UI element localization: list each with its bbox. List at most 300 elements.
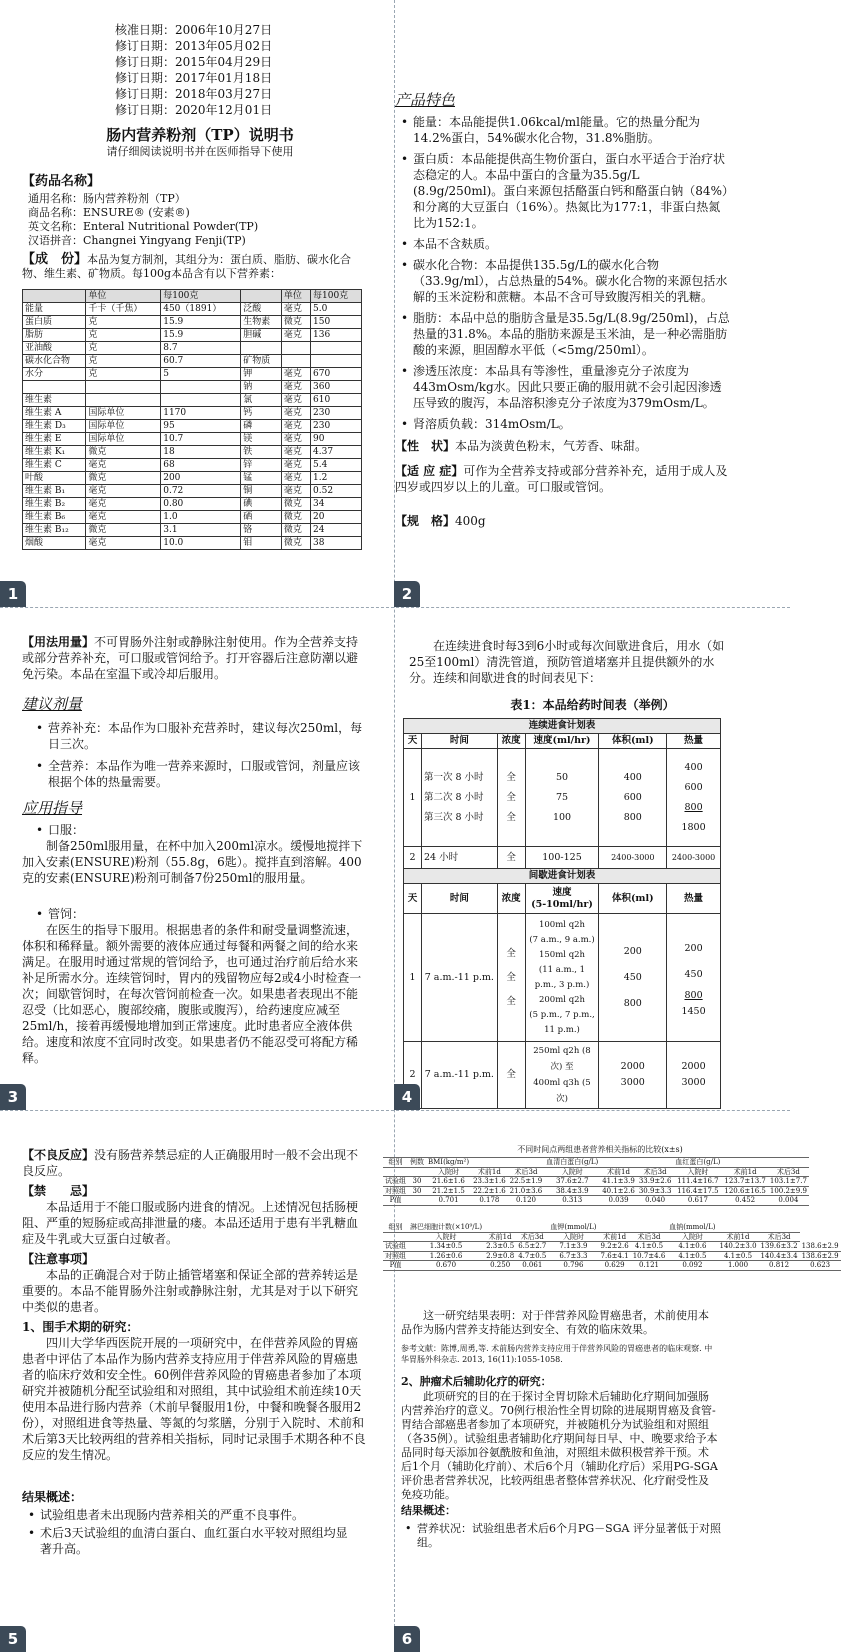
table-cell: 230 [311, 420, 362, 433]
table-cell: 41.1±3.9 [602, 1177, 635, 1185]
table-cell: 脂肪 [23, 329, 86, 342]
table-cell: 1.34±0.5 [408, 1242, 484, 1252]
day-cell: 2 [404, 847, 422, 869]
table-cell: 国际单位 [86, 420, 161, 433]
table-cell [311, 342, 362, 355]
time-cell: 7 a.m.-11 p.m. [421, 914, 497, 1042]
study2-result: • 营养状况：试验组患者术后6个月PG－SGA 评分显著低于对照组。 [405, 1522, 723, 1550]
table-cell: 116.4±17.5 [673, 1186, 722, 1196]
table-cell: 0.670 [408, 1261, 484, 1271]
volume-cell [599, 749, 667, 847]
drug-name-heading: 【药品名称】 [22, 174, 101, 189]
appearance-label: 【性 状】 [395, 439, 456, 453]
table-cell: 450（1891） [161, 303, 241, 316]
table-cell: 毫克 [281, 407, 310, 420]
table-cell: 叶酸 [23, 472, 86, 485]
volume-cell: 2400-3000 [599, 847, 667, 869]
study1-result: • 术后3天试验组的血清白蛋白、血红蛋白水平较对照组均显著升高。 [28, 1525, 358, 1557]
table-cell: 千卡（千焦） [86, 303, 161, 316]
table-cell: 20 [311, 511, 362, 524]
table-header-row [383, 1232, 841, 1242]
guidance-heading: 应用指导 [22, 799, 83, 817]
table-cell: 碘 [241, 498, 282, 511]
table-row [383, 1186, 809, 1196]
spec-text: 400g [455, 514, 486, 528]
rate-value: (5 p.m., 7 p.m., 11 p.m.) [529, 1009, 595, 1035]
table-cell: 维生素 B₁₂ [23, 524, 86, 537]
schedule-table-title: 表1：本品给药时间表（举例） [510, 698, 675, 712]
table-row [23, 368, 362, 381]
table-cell: 微克 [86, 472, 161, 485]
usage-label: 【用法用量】 [22, 635, 95, 649]
kcal-cell [667, 749, 721, 847]
table-cell: 0.040 [637, 1196, 674, 1206]
table-row [23, 407, 362, 420]
table-cell: 克 [86, 316, 161, 329]
table-cell: 钾 [241, 368, 282, 381]
table-cell: 136 [311, 329, 362, 342]
table-cell: 1.26±0.6 [408, 1251, 484, 1261]
table-cell: 10.0 [161, 537, 241, 550]
kcal-value: 3000 [681, 1077, 706, 1088]
header-cell: 术前1d [471, 1167, 508, 1177]
header-cell [637, 1158, 674, 1168]
rate-value: 75 [555, 791, 569, 803]
comparison-table-2 [383, 1223, 841, 1271]
rate-value: 250ml q2h (8次) 至 [533, 1046, 591, 1072]
volume-value: 400 [623, 771, 642, 783]
time-cell: 24 小时 [421, 847, 497, 869]
appearance-row [395, 438, 735, 454]
adverse-text: 没有肠营养禁忌症的人正确服用时一般不会出现不良反应。 [22, 1148, 359, 1178]
spec-row [395, 513, 486, 529]
page-panel-6 [385, 1111, 839, 1652]
rate-value: (11 a.m., 1 p.m., 3 p.m.) [534, 964, 590, 990]
header-cell [717, 1223, 758, 1232]
panel-number: 4 [394, 1084, 420, 1110]
day-cell: 2 [404, 1042, 422, 1109]
table-cell: 4.37 [311, 446, 362, 459]
table-cell: 68 [161, 459, 241, 472]
table-cell [241, 342, 282, 355]
table-cell: 维生素 [23, 394, 86, 407]
header-cell: 例数 [410, 1158, 424, 1166]
table-cell: 毫克 [281, 485, 310, 498]
table-cell: 7.6±4.1 [600, 1251, 629, 1260]
table-cell: 0.796 [548, 1261, 598, 1271]
table-cell: 微克 [281, 498, 310, 511]
conc-cell: 全 [497, 1042, 525, 1109]
dosage-full: • 全营养：本品作为唯一营养来源时，口服或管饲，剂量应该根据个体的热量需要。 [36, 758, 366, 790]
kcal-cell: 2400-3000 [667, 847, 721, 869]
table-cell: 8.7 [161, 342, 241, 355]
panel-number: 5 [0, 1626, 26, 1652]
table-cell: 毫克 [281, 446, 310, 459]
table-cell: 21.6±1.6 [426, 1177, 471, 1187]
table-cell [23, 381, 86, 394]
table-cell: 对照组 [385, 1186, 406, 1195]
volume-cell [599, 914, 667, 1042]
table-cell: 0.623 [800, 1261, 841, 1271]
table-row [23, 394, 362, 407]
table-cell: 0.178 [471, 1196, 508, 1206]
schedule-intro: 在连续进食时每3到6小时或每次间歇进食后，用水（如25至100ml）清洗管道，预防管道堵塞并且提供额外的水分。连续和间歇进食的时间表见下： [409, 639, 725, 685]
intermittent-table-title: 间歇进食计划表 [404, 869, 721, 884]
study2-text: 此项研究的目的在于探讨全胃切除术后辅助化疗期间加强肠内营养治疗的意义。70例行根治性全胃切除的进展期胃癌及食管-胃结合部癌患者参加了本项研究，并被随机分为试验组和对照组（各35例）。试验组患者辅助化疗期间每日早、中、晚要求给予本品同时每天添加谷氨酰胺和鱼油，对照组未做积极营养干预。术后1个月（辅助化疗前）、术后6个月（辅助化疗后）采用PG-SGA评价患者营养状况，比较两组患者整体营养状况、化疗耐受性及免疫功能。 [401, 1390, 718, 1501]
table-cell: 230 [311, 407, 362, 420]
table-row [23, 355, 362, 368]
continuous-schedule-table [403, 718, 721, 1109]
time-value: 第三次 8 小时 [423, 811, 484, 823]
table-row [23, 537, 362, 550]
table-cell [408, 1196, 426, 1206]
table-cell: P值 [383, 1196, 408, 1206]
header-cell: 组别 [383, 1223, 408, 1232]
volume-value: 2000 [620, 1061, 645, 1072]
table-cell: 18 [161, 446, 241, 459]
header-cell [23, 290, 86, 303]
header-cell: 术前1d [722, 1167, 768, 1177]
date-line: 修订日期：2020年12月01日 [115, 103, 273, 117]
header-cell [484, 1223, 516, 1232]
date-line: 修订日期：2018年03月27日 [115, 87, 273, 101]
table-cell: 4.7±0.5 [518, 1251, 547, 1260]
tube-text: 在医生的指导下服用。根据患者的条件和耐受量调整流速，体积和稀释量。额外需要的液体应通过每餐和两餐之间的给水来满足。在服用时通过常规的管饲给予，也可通过治疗前后给水来补足所需水分。连续管饲时，胃内的残留物应每2或4小时检查一次；间歇管饲时，在每次管饲前检查一次。如果患者表现出不能忍受（比如恶心，腹部绞痛，腹胀或腹泻），给药速度应减至25ml/h，接着再缓慢地增加到正常速度。此时患者应全液体供给。速度和浓度不宜同时改变。如果患者仍不能忍受可将配方稀释。 [22, 923, 362, 1065]
table-cell: 34 [311, 498, 362, 511]
col-header: 浓度 [497, 734, 525, 749]
table-cell: 5.0 [311, 303, 362, 316]
table-cell: 0.121 [631, 1261, 668, 1271]
table-cell: 0.313 [544, 1196, 600, 1206]
header-cell: 术前1d [717, 1232, 758, 1242]
table-cell: 泛酸 [241, 303, 282, 316]
table-cell: 38.4±3.9 [544, 1186, 600, 1196]
comparison-table-title: 不同时间点两组患者营养相关指标的比较(x±s) [517, 1145, 683, 1154]
conc-cell: 全 [497, 847, 525, 869]
page-panel-2 [395, 0, 790, 607]
day-cell: 1 [404, 749, 422, 847]
usage-text: 不可胃肠外注射或静脉注射使用。作为全营养支持或部分营养补充，可口服或管饲给予。打开容器后注意防潮以避免污染。本品在室温下或冷却后服用。 [22, 635, 359, 681]
table-header-row [383, 1223, 841, 1232]
study1-title: 1、围手术期的研究： [22, 1320, 139, 1334]
volume-value: 3000 [620, 1077, 645, 1088]
table-cell: 毫克 [281, 368, 310, 381]
table-cell: 6.5±2.7 [518, 1242, 547, 1250]
table-cell: 360 [311, 381, 362, 394]
table-cell: 1.2 [311, 472, 362, 485]
precautions-label: 【注意事项】 [22, 1252, 95, 1266]
page-panel-1 [0, 0, 394, 607]
table-cell: 钠 [241, 381, 282, 394]
name-line: 英文名称：Enteral Nutritional Powder(TP) [28, 220, 259, 233]
table-cell: 硒 [241, 511, 282, 524]
table-cell: 亚油酸 [23, 342, 86, 355]
table-cell: 0.52 [311, 485, 362, 498]
rate-value: 200ml q2h [538, 994, 586, 1005]
header-cell: 术前1d [599, 1232, 631, 1242]
study1-conclusion: 这一研究结果表明：对于伴营养风险胃癌患者，术前使用本品作为肠内营养支持能达到安全、有效的临床效果。 [401, 1309, 709, 1336]
panel-number: 6 [394, 1626, 420, 1652]
table-cell: 对照组 [385, 1251, 406, 1260]
col-header: 速度 (5-10ml/hr) [525, 884, 599, 914]
table-cell: 100.2±9.9 [769, 1186, 807, 1195]
table-cell: 维生素 A [23, 407, 86, 420]
drug-names [28, 192, 258, 248]
table-cell: 铜 [241, 485, 282, 498]
table-header-row [23, 290, 362, 303]
table-cell [281, 355, 310, 368]
continuous-table-title: 连续进食计划表 [404, 719, 721, 734]
table-cell: 毫克 [86, 498, 161, 511]
table-cell: 4.1±0.5 [717, 1251, 758, 1261]
table-cell: 7.1±3.9 [548, 1242, 598, 1252]
table-cell: 1.000 [717, 1261, 758, 1271]
header-cell: 入院时 [408, 1232, 484, 1242]
study1-result: • 试验组患者未出现肠内营养相关的严重不良事件。 [28, 1507, 358, 1523]
rate-value: 50 [555, 771, 569, 783]
table-cell: 4.1±0.5 [631, 1242, 668, 1252]
col-header: 时间 [421, 734, 497, 749]
table-cell: 123.7±13.7 [724, 1177, 766, 1185]
kcal-value: 400 [684, 761, 703, 773]
table-cell: 毫克 [281, 381, 310, 394]
header-cell: 血清白蛋白(g/L) [546, 1158, 599, 1166]
table-cell: 15.9 [161, 329, 241, 342]
dosage-supplement: • 营养补充：本品作为口服补充营养时，建议每次250ml，每日三次。 [36, 720, 366, 752]
table-cell: 138.6±2.9 [801, 1241, 839, 1250]
spec-label: 【规 格】 [395, 514, 456, 528]
time-value: 第二次 8 小时 [423, 791, 484, 803]
header-cell: 术前1d [484, 1232, 516, 1242]
table-cell: 111.4±16.7 [673, 1177, 722, 1187]
table-cell: 103.1±7.7 [769, 1177, 807, 1185]
header-cell [722, 1158, 768, 1168]
table-cell: 10.7±4.6 [632, 1251, 666, 1260]
table-cell: 磷 [241, 420, 282, 433]
table-cell: 610 [311, 394, 362, 407]
table-cell: 维生素 K₁ [23, 446, 86, 459]
table-cell: 维生素 B₆ [23, 511, 86, 524]
table-cell: 水分 [23, 368, 86, 381]
table-cell: 毫克 [86, 485, 161, 498]
study2-results-label: 结果概述： [401, 1504, 456, 1517]
header-cell: 血钠(mmol/L) [669, 1223, 716, 1231]
indication-row [395, 463, 735, 495]
time-value: 第一次 8 小时 [423, 771, 484, 783]
date-line: 修订日期：2013年05月02日 [115, 39, 273, 53]
study1-text: 四川大学华西医院开展的一项研究中，在伴营养风险的胃癌患者中评估了本品作为肠内营养支持应用于伴营养风险的胃癌患者的临床疗效和安全性。60例伴营养风险的胃癌患者参加了本项研究并被随机分配至试验组和对照组，其中试验组术前连续10天使用本品进行肠内营养（术前早餐服用1份，中餐和晚餐各服用2份），对照组进食等热量、等氮的匀浆膳，分别于入院时、术前和术后第3天比较两组的营养相关指标，同时记录围手术期各种不良反应的发生情况。 [22, 1336, 366, 1462]
header-cell: 单位 [281, 290, 310, 303]
kcal-total: 1450 [681, 1005, 706, 1017]
time-cell [421, 749, 497, 847]
header-cell [383, 1232, 408, 1242]
col-header: 时间 [421, 884, 497, 914]
day-cell: 1 [404, 914, 422, 1042]
header-cell: 术后3d [516, 1232, 548, 1242]
table-cell: 21.2±1.5 [426, 1186, 471, 1196]
table-cell: 0.80 [161, 498, 241, 511]
col-header: 天 [404, 884, 422, 914]
table-cell: 140.2±3.0 [719, 1242, 757, 1250]
table-cell: 2.3±0.5 [486, 1242, 515, 1250]
table-cell: 胆碱 [241, 329, 282, 342]
table-cell: 0.061 [516, 1261, 548, 1271]
table-cell: 22.2±1.6 [473, 1186, 506, 1195]
volume-value: 450 [623, 971, 642, 983]
table-cell: 0.039 [600, 1196, 637, 1206]
table-cell: 0.004 [768, 1196, 809, 1206]
oral-label: • 口服： [36, 822, 84, 838]
table-cell: 670 [311, 368, 362, 381]
adverse-paragraph [22, 1147, 367, 1179]
header-cell [768, 1158, 809, 1168]
table-cell: 维生素 E [23, 433, 86, 446]
header-cell: 术后3d [508, 1167, 545, 1177]
table-cell: 试验组 [385, 1242, 406, 1250]
table-cell: 10.7 [161, 433, 241, 446]
conc-value: 全 [506, 811, 516, 823]
table-cell: 0.120 [508, 1196, 545, 1206]
table-cell: 95 [161, 420, 241, 433]
rate-value: 100ml q2h [538, 919, 586, 930]
table-cell: 6.7±3.3 [548, 1251, 598, 1261]
table-cell: 33.9±2.6 [638, 1177, 672, 1185]
header-cell: 组别 [383, 1158, 408, 1168]
date-line: 核准日期：2006年10月27日 [115, 23, 273, 37]
features-list [401, 114, 731, 437]
table-cell: 90 [311, 433, 362, 446]
table-cell [86, 394, 161, 407]
table-cell: 4.1±0.5 [667, 1251, 717, 1261]
dosage-heading: 建议剂量 [22, 695, 83, 713]
table-cell: 24 [311, 524, 362, 537]
table-row [23, 433, 362, 446]
table-cell: 37.6±2.7 [544, 1177, 600, 1187]
table-row [383, 1177, 809, 1187]
table-cell: 140.4±3.4 [760, 1251, 798, 1260]
header-cell: 入院时 [544, 1167, 600, 1177]
table-cell: P值 [383, 1261, 408, 1271]
table-cell: 微克 [86, 446, 161, 459]
conc-value: 全 [506, 771, 516, 783]
table-cell: 维生素 B₂ [23, 498, 86, 511]
rate-value: 150ml q2h [538, 949, 586, 960]
table-cell [311, 355, 362, 368]
table-cell: 38 [311, 537, 362, 550]
study2-title: 2、肿瘤术后辅助化疗的研究： [401, 1375, 552, 1388]
table-cell: 生物素 [241, 316, 282, 329]
volume-value: 600 [623, 791, 642, 803]
table-cell: 4.1±0.6 [667, 1242, 717, 1252]
feature-item: • 渗透压浓度：本品具有等渗性，重量渗克分子浓度为443mOsm/kg水。因此只要正确的服用就不会引起因渗透压导致的腹泻，本品溶积渗克分子浓度为379mOsm/L。 [401, 363, 731, 411]
table-cell: 1.0 [161, 511, 241, 524]
table-cell: 矿物质 [241, 355, 282, 368]
kcal-value: 800 [684, 989, 703, 1001]
table-row [383, 1196, 809, 1206]
table-cell: 铁 [241, 446, 282, 459]
table-row [383, 1251, 841, 1261]
header-cell [471, 1158, 508, 1168]
table-cell: 9.2±2.6 [600, 1242, 629, 1250]
kcal-value: 600 [684, 781, 703, 793]
panel-number: 1 [0, 581, 26, 607]
table-cell: 毫克 [281, 433, 310, 446]
table-cell: 镁 [241, 433, 282, 446]
table-cell: 0.617 [673, 1196, 722, 1206]
approval-dates [115, 22, 272, 118]
table-row [23, 498, 362, 511]
table-cell: 15.9 [161, 316, 241, 329]
composition-heading: 【成 份】 [22, 252, 88, 267]
header-cell: 术后3d [759, 1232, 800, 1242]
composition-paragraph [22, 253, 362, 281]
col-header: 热量 [667, 884, 721, 914]
table-cell: 微克 [281, 316, 310, 329]
panel-number: 2 [394, 581, 420, 607]
oral-text: 制备250ml服用量，在杯中加入200ml凉水。缓慢地搅拌下加入安素(ENSURE)粉剂（55.8g，6匙）。搅拌直到溶解。400克的安素(ENSURE)粉剂可制备7份250ml的服用量。 [22, 839, 363, 885]
table-cell: 克 [86, 329, 161, 342]
table-cell: 200 [161, 472, 241, 485]
page-panel-3 [0, 608, 394, 1110]
table-cell: 毫克 [281, 303, 310, 316]
col-header: 速度(ml/hr) [525, 734, 599, 749]
volume-value: 800 [623, 811, 642, 823]
table-row [23, 485, 362, 498]
col-header: 天 [404, 734, 422, 749]
header-cell: 入院时 [548, 1232, 598, 1242]
header-cell [408, 1167, 426, 1177]
header-cell: 入院时 [667, 1232, 717, 1242]
table-row [23, 420, 362, 433]
table-row [23, 303, 362, 316]
kcal-cell [667, 1042, 721, 1109]
header-cell [759, 1223, 800, 1232]
col-header: 体积(ml) [599, 734, 667, 749]
contraindication-text: 本品适用于不能口服或肠内进食的情况。上述情况包括肠梗阻、严重的短肠症或高排泄量的瘘。本品还适用于患有半乳糖血症及牛乳或大豆蛋白过敏者。 [22, 1200, 359, 1246]
conc-value: 全 [506, 995, 516, 1007]
table-cell: 微克 [281, 524, 310, 537]
table-cell: 0.629 [599, 1261, 631, 1271]
rate-cell [525, 914, 599, 1042]
col-header: 体积(ml) [599, 884, 667, 914]
table-cell [86, 381, 161, 394]
table-row [23, 472, 362, 485]
table-cell: 克 [86, 368, 161, 381]
table-cell: 氯 [241, 394, 282, 407]
kcal-total: 1800 [681, 821, 706, 833]
table-cell: 维生素 C [23, 459, 86, 472]
comparison-table-1 [383, 1157, 809, 1206]
table-cell: 毫克 [86, 537, 161, 550]
date-line: 修订日期：2017年01月18日 [115, 71, 273, 85]
table-cell: 0.250 [484, 1261, 516, 1271]
kcal-value: 450 [684, 968, 703, 980]
rate-value: 400ml q3h (5次) [533, 1078, 591, 1104]
header-cell [241, 290, 282, 303]
adverse-label: 【不良反应】 [22, 1148, 95, 1162]
contraindication-label: 【禁 忌】 [22, 1184, 95, 1198]
table-cell: 3.1 [161, 524, 241, 537]
table-cell: 毫克 [281, 459, 310, 472]
feature-item: • 碳水化合物：本品提供135.5g/L的碳水化合物（33.9g/ml），占总热量的54%。碳水化合物的来源包括水解的玉米淀粉和蔗糖。本品不含可导致腹泻相关的乳糖。 [401, 257, 731, 305]
feature-item: • 肾溶质负载：314mOsm/L。 [401, 416, 731, 432]
table-cell: 烟酸 [23, 537, 86, 550]
feature-item: • 能量：本品能提供1.06kcal/ml能量。它的热量分配为14.2%蛋白，54%碳水化合物，31.8%脂肪。 [401, 114, 731, 146]
table-cell: 0.701 [426, 1196, 471, 1206]
conc-cell [497, 914, 525, 1042]
header-cell: 术前1d [600, 1167, 637, 1177]
page-panel-4 [395, 608, 790, 1110]
